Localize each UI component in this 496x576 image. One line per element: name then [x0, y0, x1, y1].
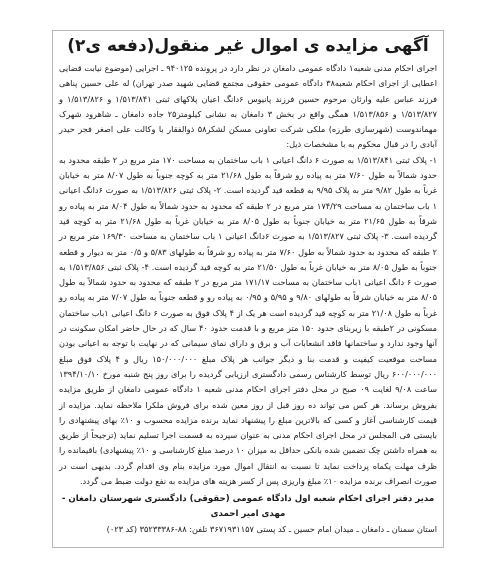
notice-body [59, 61, 437, 489]
notice-paragraph-details: ۱- پلاک ثبتی ۱/۵۱۳/۸۴۱ به صورت ۶ دانگ اعیانی ۱ باب ساختمان به مساحت ۱۷۰ متر مربع در ۲ طبقه محدود به حدود شمالاً به طول ۷/۶۰ متر به پیاده رو شرقاً به طول ۲۱/۶۸ متر به کوچه جنوباً به طول ۸/۰۷ متر به خیابان غرباً به طول ۹/۸۲ متر به پلاک ۹/۹۵ به قطعه قید گردیده است. ۲- پلاک ثبتی ۱/۵۱۳/۸۲۶ به صورت ۶دانگ اعیانی ۱ باب ساختمان به مساحت ۱۷۴/۲۹ متر مربع در ۲ طبقه که محدود به حدود شمالاً به طول ۸/۰۴ متر به پیاده رو شرقاً به طول ۲۱/۶۵ متر به خیابان جنوباً به طول ۸/۰۵ متر به خیابان غرباً به طول ۲۱/۶۸ متر به کوچه قید گردیده است. ۳- پلاک ثبتی ۱/۵۱۳/۸۲۷ به صورت ۶دانگ اعیانی ۱ باب ساختمان به مساحت ۱۶۹/۳۰ متر مربع در ۲ طبقه که محدود به حدود شمالاً به طول ۷/۶۰ متر به پیاده رو شرقاً به طولهای ۵/۸۳ و ۰/۵ متر به دیوار و قطعه جنوباً به طول ۸/۰۵ متر به خیابان غرباً به طول ۲۱/۵۰ متر به کوچه قید گردیده است. ۴- پلاک ثبتی ۱/۵۱۳/۸۵۶ به صورت ۶ دانگ اعیانی ۱باب ساختمان به مساحت ۱۷۱/۱۷ متر مربع در ۲ طبقه که محدود به حدود شمالاً به طول ۸/۰۵ متر به خیابان شرقاً به طولهای ۹/۸۰ و ۵/۹۵ و ۰/۹۵ به پیاده رو و قطعه جنوباً به طول ۷/۰۷ متر به پیاده رو غرباً به طول ۲۱/۰۸ متر به کوچه قید گردیده است هر یک از ۴ پلاک فوق به صورت ۶ دانگ اعیانی ۱باب ساختمان مسکونی در ۲طبقه با زیربنای حدود ۱۵۰ متر مربع و با قدمت حدود ۴۰ سال که در حال حاضر امکان سکونت در آنها وجود ندارد و ساختمانها فاقد انشعابات آب و برق و دارای نمای سیمانی که در نهایت با توجه به اعیانی بودن مساحت موقعیت کیفیت و قدمت بنا و دیگر جوانب هر پلاک مبلغ ۱۵۰/۰۰۰/۰۰۰ ریال و ۴ پلاک فوق مبلغ ۶۰۰/۰۰۰/۰۰۰ ریال توسط کارشناس رسمی دادگستری ارزیابی گردیده را برای روز پنج شنبه مورخ ۱۳۹۴/۱۰/۱۰ ساعت ۹/۰۸ لغایت ۰۹ صبح در محل دفتر اجرای احکام مدنی شعبه ۱ دادگاه عمومی دامغان از طریق مزایده بفروش برساند. هر کس می تواند ده روز قبل از روز معین شده برای فروش ملکرا ملاحظه نماید. مزایده از قیمت کارشناسی آغاز و کسی که بالاترین مبلغ را پیشنهاد نماید برنده مزایده محسوب و ۱۰٪ بهای پیشنهادی را بایستی فی المجلس در محل اجرای احکام مدنی به عنوان سپرده به قسمت اجرا تسلیم نماید (ترجیحاً از طریق به همراه داشتن چک تضمین شده بانکی حداقل به میزان ۱۰ درصد مبلغ کارشناسی و ۱۰٪ پیشنهادی) باقیمانده را ظرف مهلت یکماه پرداخت نماید تا نسبت به انتقال اموال مورد مزایده بنام وی اقدام گردد. بدیهی است در صورت انصراف برنده مزایده ۱۰٪ مبلغ واریزی پس از کسر هزینه های مزایده به نفع دولت ضبط می گردد. [59, 154, 438, 487]
notice-signature: مدیر دفتر اجرای احکام شعبه اول دادگاه عمومی (حقوقی) دادگستری شهرستان دامغان - مهدی امیر احمدی [61, 494, 435, 520]
notice-address: استان سمنان ـ دامغان ـ میدان امام حسین ـ کد پستی ۳۶۷۱۹۳۱۱۵۷ تلفن: ۸۸-۳۵۲۳۳۳۸۶ (کد ۰۲۳) [106, 524, 437, 535]
auction-notice [52, 30, 444, 548]
notice-paragraph-intro: اجرای احکام مدنی شعبه۱ دادگاه عمومی دامغان در نظر دارد در پرونده ۹۴۰۱۲۵ ـ اجرایی (موضوع نیابت قضایی اعطایی از اجرای احکام شعبه۳۸ دادگاه عمومی حقوقی مجتمع قضایی شهید صدر تهران) له علی حسین پناهی فرزند عباس علیه وارثان مرحوم حسین فرزند پانیوس ۶دانگ اعیان پلاکهای ثبتی ۱/۵۱۳/۸۴۱ و ۱/۵۱۳/۸۲۶ و ۱/۵۱۳/۸۲۷ و ۱/۵۱۳/۸۵۶ همگی واقع در بخش ۳ دامغان به نشانی کیلومتر۲۵ جاده دامغان ـ شاهرود شهرک مهماندوست (شهرسازی طرزه) ملکی شرکت تعاونی مسکن لشکر۵۸ ذوالفقار با وکالت علی اصغر فجر حیدر آبادی را در قبال محکوم به با مشخصات ذیل: [59, 63, 438, 150]
notice-title: آگهی مزایده ی اموال غیر منقول(دفعه ی۲) [67, 36, 429, 56]
